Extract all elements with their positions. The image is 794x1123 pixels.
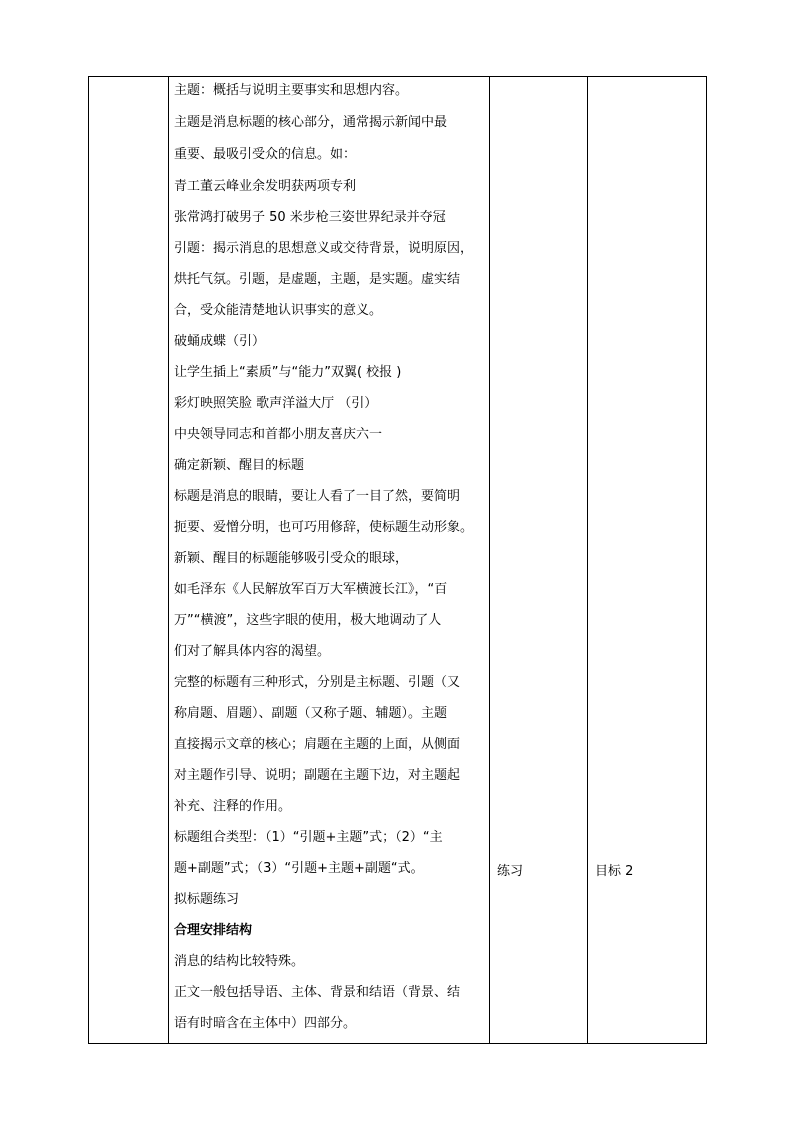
content-line-17: 如毛泽东《人民解放军百万大军横渡长江》，“百 [174,582,448,597]
content-line-21: 称肩题、眉题）、副题（又称子题、辅题）。主题 [174,706,448,721]
content-line-27: 拟标题练习 [174,892,240,907]
content-line-9: 破蛹成蝶（引） [174,334,266,349]
content-line-12: 中央领导同志和首都小朋友喜庆六一 [174,427,383,442]
content-line-19: 们对了解具体内容的渴望。 [174,644,331,659]
content-line-3: 重要、最吸引受众的信息。如： [174,147,357,162]
objective-cell: 目标 2 [595,864,634,879]
content-line-6: 引题：揭示消息的思想意义或交待背景，说明原因， [174,241,474,256]
content-line-14: 标题是消息的眼睛，要让人看了一目了然，要简明 [174,489,461,504]
column-divider-3 [587,77,588,1043]
content-line-10: 让学生插上“素质”与“能力”双翼( 校报 ) [174,365,402,380]
content-line-5: 张常鸿打破男子 50 米步枪三姿世界纪录并夺冠 [174,210,446,225]
content-line-29: 消息的结构比较特殊。 [174,954,305,969]
content-line-20: 完整的标题有三种形式，分别是主标题、引题（又 [174,675,461,690]
content-line-11: 彩灯映照笑脸 歌声洋溢大厅 （引） [174,396,378,411]
content-line-18: 万”“横渡”，这些字眼的使用，极大地调动了人 [174,613,442,628]
content-line-30: 正文一般包括导语、主体、背景和结语（背景、结 [174,985,461,1000]
content-line-15: 扼要、爱憎分明，也可巧用修辞，使标题生动形象。 [174,520,474,535]
content-line-31: 语有时暗含在主体中）四部分。 [174,1016,357,1031]
content-line-2: 主题是消息标题的核心部分，通常揭示新闻中最 [174,115,448,130]
content-line-26: 题+副题”式；（3）“引题+主题+副题“式。 [174,861,424,876]
content-line-23: 对主题作引导、说明；副题在主题下边，对主题起 [174,768,461,783]
content-line-28: 合理安排结构 [174,923,253,938]
teaching-content-cell [172,77,490,1043]
content-line-22: 直接揭示文章的核心；肩题在主题的上面，从侧面 [174,737,461,752]
lesson-plan-table [88,76,707,1044]
content-line-24: 补充、注释的作用。 [174,799,292,814]
content-line-8: 合，受众能清楚地认识事实的意义。 [174,303,383,318]
content-line-4: 青工董云峰业余发明获两项专利 [174,179,357,194]
content-line-13: 确定新颖、醒目的标题 [174,458,305,473]
content-line-25: 标题组合类型：（1）“引题+主题”式；（2）“主 [174,830,443,845]
column-divider-1 [168,77,169,1043]
activity-cell: 练习 [497,864,524,879]
content-line-1: 主题：概括与说明主要事实和思想内容。 [174,83,409,98]
content-line-16: 新颖、醒目的标题能够吸引受众的眼球， [174,551,409,566]
content-line-7: 烘托气氛。引题，是虚题，主题，是实题。虚实结 [174,272,461,287]
